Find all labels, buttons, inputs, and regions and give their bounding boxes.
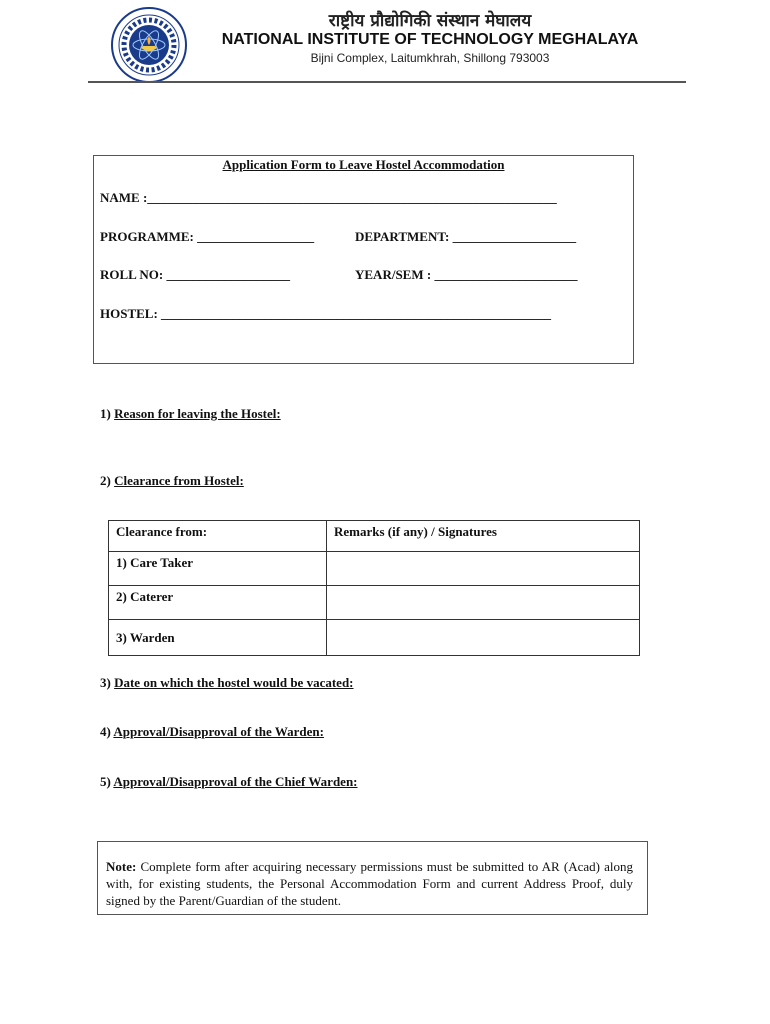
programme-field[interactable]: PROGRAMME: __________________ [100, 229, 315, 244]
table-row [109, 620, 640, 656]
clearance-authority: 1) Care Taker [109, 552, 327, 586]
table-header-cell: Remarks (if any) / Signatures [327, 521, 640, 552]
clearance-authority: 2) Caterer [109, 586, 327, 620]
institute-name-hindi: राष्ट्रीय प्रौद्योगिकी संस्थान मेघालय [328, 11, 532, 31]
section-vacate-date: 3) Date on which the hostel would be vacated: [100, 675, 354, 690]
clearance-table [108, 520, 640, 656]
hostel-field[interactable]: HOSTEL: ____________________________________________________________ [100, 306, 552, 321]
table-header-row [109, 521, 640, 552]
note-box [97, 841, 648, 915]
section-reason: 1) Reason for leaving the Hostel: [100, 406, 281, 421]
institute-name: NATIONAL INSTITUTE OF TECHNOLOGY MEGHALAYA [221, 31, 639, 48]
section-chief-warden-approval: 5) Approval/Disapproval of the Chief Warden: [100, 774, 358, 789]
form-title: Application Form to Leave Hostel Accommodation [222, 157, 505, 172]
note-text: Complete form after acquiring necessary permissions must be submitted to AR (Acad) along with, for existing students, the Personal Accommodation Form and current Address Proof, duly signed by the Parent/Guardian of the student. [106, 859, 633, 908]
header-divider [88, 81, 686, 83]
section-clearance: 2) Clearance from Hostel: [100, 473, 244, 488]
table-row [109, 552, 640, 586]
name-field[interactable]: NAME :_______________________________________________________________ [100, 190, 557, 205]
note-label: Note: [106, 859, 137, 874]
institute-logo [110, 6, 188, 84]
roll-no-field[interactable]: ROLL NO: ___________________ [100, 267, 290, 282]
remarks-cell[interactable] [327, 586, 640, 620]
remarks-cell[interactable] [327, 552, 640, 586]
student-info-box [93, 155, 634, 364]
clearance-authority: 3) Warden [109, 620, 327, 656]
table-header-cell: Clearance from: [109, 521, 327, 552]
section-warden-approval: 4) Approval/Disapproval of the Warden: [100, 724, 324, 739]
institute-address: Bijni Complex, Laitumkhrah, Shillong 793003 [310, 51, 550, 65]
department-field[interactable]: DEPARTMENT: ___________________ [355, 229, 577, 244]
year-sem-field[interactable]: YEAR/SEM : ______________________ [355, 267, 578, 282]
remarks-cell[interactable] [327, 620, 640, 656]
table-row [109, 586, 640, 620]
